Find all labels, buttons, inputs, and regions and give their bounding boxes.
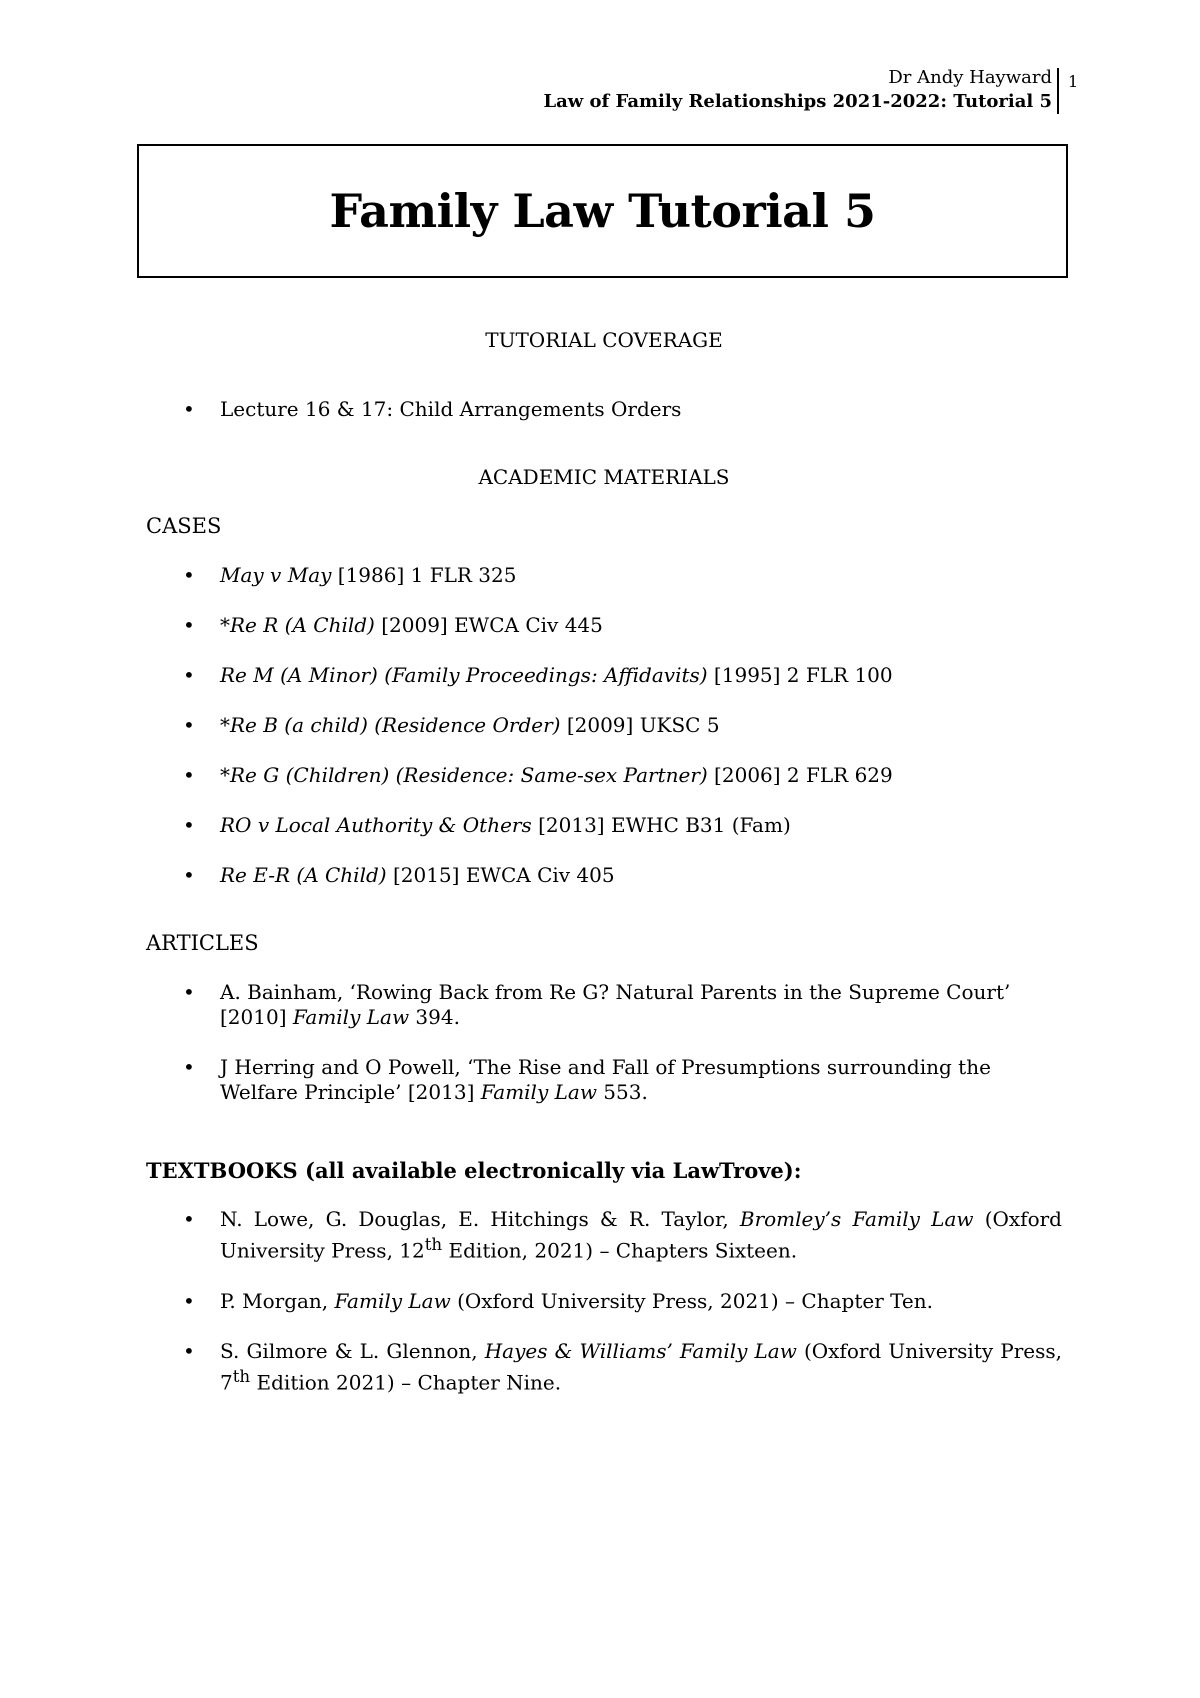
case-citation: [2009] EWCA Civ 445 <box>374 613 603 637</box>
case-name: *Re B (a child) (Residence Order) <box>220 713 561 737</box>
list-item <box>146 1339 1062 1396</box>
textbook-publisher: (Oxford University Press, 2021) – Chapter Ten. <box>450 1288 933 1313</box>
textbook-title: Hayes & Williams’ Family Law <box>484 1338 797 1363</box>
case-name: Re E-R (A Child) <box>220 863 387 887</box>
list-item: • Lecture 16 & 17: Child Arrangements Orders <box>146 397 1062 422</box>
textbook-details: Edition, 2021) – Chapters Sixteen. <box>442 1238 798 1263</box>
textbook-publisher: (Oxford University Press, 12 <box>220 1207 1062 1263</box>
textbook-details: Edition 2021) – Chapter Nine. <box>250 1370 562 1395</box>
journal-name: Family Law <box>292 1005 410 1029</box>
list-item <box>146 613 1062 638</box>
list-item <box>146 1289 1062 1314</box>
title-box <box>137 144 1068 278</box>
case-name: *Re R (A Child) <box>220 613 375 637</box>
page-number: 1 <box>1068 72 1079 91</box>
academic-heading: ACADEMIC MATERIALS <box>478 465 730 489</box>
textbook-authors: P. Morgan, <box>220 1288 335 1313</box>
case-citation: [1986] 1 FLR 325 <box>331 563 517 587</box>
textbook-publisher: (Oxford University Press, 7 <box>220 1338 1063 1395</box>
textbook-title: Family Law <box>334 1288 451 1313</box>
list-item <box>146 863 1062 888</box>
article-text: J Herring and O Powell, ‘The Rise and Fall of Presumptions surrounding the Welfare Principle’ [2013] <box>220 1055 991 1104</box>
article-page: 394. <box>409 1005 460 1029</box>
case-citation: [1995] 2 FLR 100 <box>707 663 893 687</box>
journal-name: Family Law <box>480 1080 597 1104</box>
textbook-title: Bromley’s Family Law <box>739 1207 974 1231</box>
coverage-heading: TUTORIAL COVERAGE <box>485 328 723 352</box>
article-page: 553. <box>596 1080 648 1104</box>
textbook-authors: S. Gilmore & L. Glennon, <box>220 1338 485 1363</box>
ordinal-suffix: th <box>424 1235 443 1254</box>
document-body <box>146 328 1062 1395</box>
article-text: A. Bainham, ‘Rowing Back from Re G? Natural Parents in the Supreme Court’ [2010] <box>220 980 1011 1029</box>
list-item <box>146 1207 1062 1264</box>
header-course: Law of Family Relationships 2021-2022: Tutorial 5 <box>543 91 1052 112</box>
case-citation: [2009] UKSC 5 <box>560 713 720 737</box>
list-item <box>146 663 1062 688</box>
running-header <box>543 66 1052 114</box>
textbook-authors: N. Lowe, G. Douglas, E. Hitchings & R. Taylor, <box>220 1207 740 1231</box>
case-name: RO v Local Authority & Others <box>220 813 532 837</box>
cases-heading: CASES <box>146 514 222 538</box>
case-name: May v May <box>220 563 332 587</box>
list-item <box>146 563 1062 588</box>
list-item <box>146 980 1062 1030</box>
header-divider <box>1057 68 1059 114</box>
coverage-list <box>146 397 1062 422</box>
list-item <box>146 763 1062 788</box>
textbooks-list <box>146 1207 1062 1395</box>
page-title: Family Law Tutorial 5 <box>329 184 876 238</box>
list-item <box>146 1055 1062 1105</box>
case-name: *Re G (Children) (Residence: Same-sex Partner) <box>220 763 708 787</box>
header-author: Dr Andy Hayward <box>888 67 1052 88</box>
ordinal-suffix: th <box>232 1366 251 1386</box>
articles-heading: ARTICLES <box>146 931 259 955</box>
textbooks-heading: TEXTBOOKS (all available electronically via LawTrove): <box>146 1158 802 1183</box>
case-citation: [2015] EWCA Civ 405 <box>386 863 615 887</box>
case-citation: [2006] 2 FLR 629 <box>707 763 893 787</box>
case-name: Re M (A Minor) (Family Proceedings: Affidavits) <box>220 663 708 687</box>
cases-list <box>146 563 1062 888</box>
case-citation: [2013] EWHC B31 (Fam) <box>531 813 791 837</box>
list-item <box>146 813 1062 838</box>
list-item <box>146 713 1062 738</box>
articles-list <box>146 980 1062 1105</box>
